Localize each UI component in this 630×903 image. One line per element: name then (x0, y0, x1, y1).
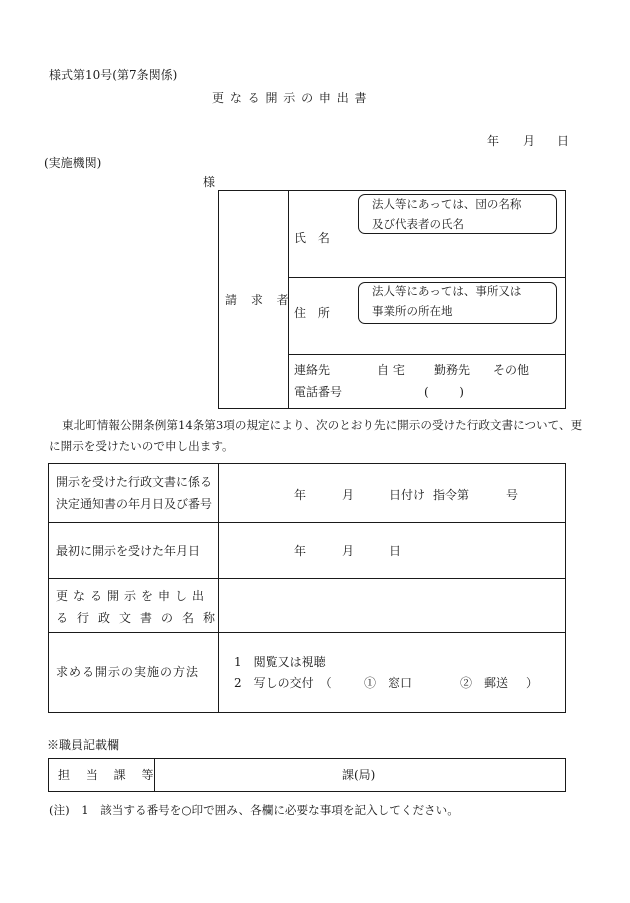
date-year: 年 (487, 134, 500, 148)
statement-line1: 東北町情報公開条例第14条第3項の規定により、次のとおり先に開示の受けた行政文書について、更 (62, 418, 583, 432)
method-2-prefix: 2 写しの交付 （ (234, 676, 332, 690)
contact-other: その他 (493, 363, 530, 377)
requester-label: 請 求 者 (225, 293, 294, 307)
phone-paren: ( ) (424, 385, 464, 399)
decision-year: 年 (294, 488, 307, 502)
address-note-line2: 事業所の所在地 (372, 304, 453, 318)
method-label: 求める開示の実施の方法 (56, 665, 200, 679)
contact-office: 勤務先 (434, 363, 471, 377)
page-title: 更 な る 開 示 の 申 出 書 (212, 91, 368, 105)
staff-value: 課(局) (342, 768, 376, 782)
phone-label: 電話番号 (294, 385, 343, 399)
method-2-suffix: ） (526, 676, 539, 690)
docname-label-1: 更なる開示を申し出 (56, 589, 210, 603)
first-disclosure-label: 最初に開示を受けた年月日 (56, 544, 201, 558)
staff-section-label: ※職員記載欄 (47, 738, 120, 752)
decision-label-1: 開示を受けた行政文書に係る (56, 475, 213, 489)
decision-dated: 日付け (389, 488, 426, 502)
decision-month: 月 (342, 488, 355, 502)
form-number: 様式第10号(第7条関係) (49, 68, 178, 82)
method-2-window: ① 窓口 (364, 676, 413, 690)
name-label: 氏 名 (294, 231, 334, 245)
first-year: 年 (294, 544, 307, 558)
method-1: 1 閲覧又は視聴 (234, 655, 326, 669)
agency-label: (実施機関) (44, 156, 102, 170)
statement-line2: に開示を受けたいので申し出ます。 (49, 439, 234, 453)
date-month: 月 (523, 134, 536, 148)
address-label: 住 所 (294, 306, 334, 320)
first-month: 月 (342, 544, 355, 558)
first-day: 日 (389, 544, 402, 558)
sama-label: 様 (203, 175, 216, 189)
address-note-line1: 法人等にあっては、事所又は (372, 284, 522, 298)
date-day: 日 (557, 134, 570, 148)
decision-number: 号 (506, 488, 519, 502)
docname-label-2: る行政文書の名称 (56, 611, 225, 625)
contact-label: 連絡先 (294, 363, 331, 377)
decision-label-2: 決定通知書の年月日及び番号 (56, 497, 213, 511)
staff-label: 担 当 課 等 (58, 768, 160, 782)
footnote: (注) 1 該当する番号を○印で囲み、各欄に必要な事項を記入してください。 (49, 803, 459, 817)
name-note-line2: 及び代表者の氏名 (372, 217, 464, 231)
contact-home: 自 宅 (377, 363, 405, 377)
name-note-line1: 法人等にあっては、団の名称 (372, 197, 522, 211)
method-2-mail: ② 郵送 (460, 676, 509, 690)
decision-order: 指令第 (433, 488, 470, 502)
